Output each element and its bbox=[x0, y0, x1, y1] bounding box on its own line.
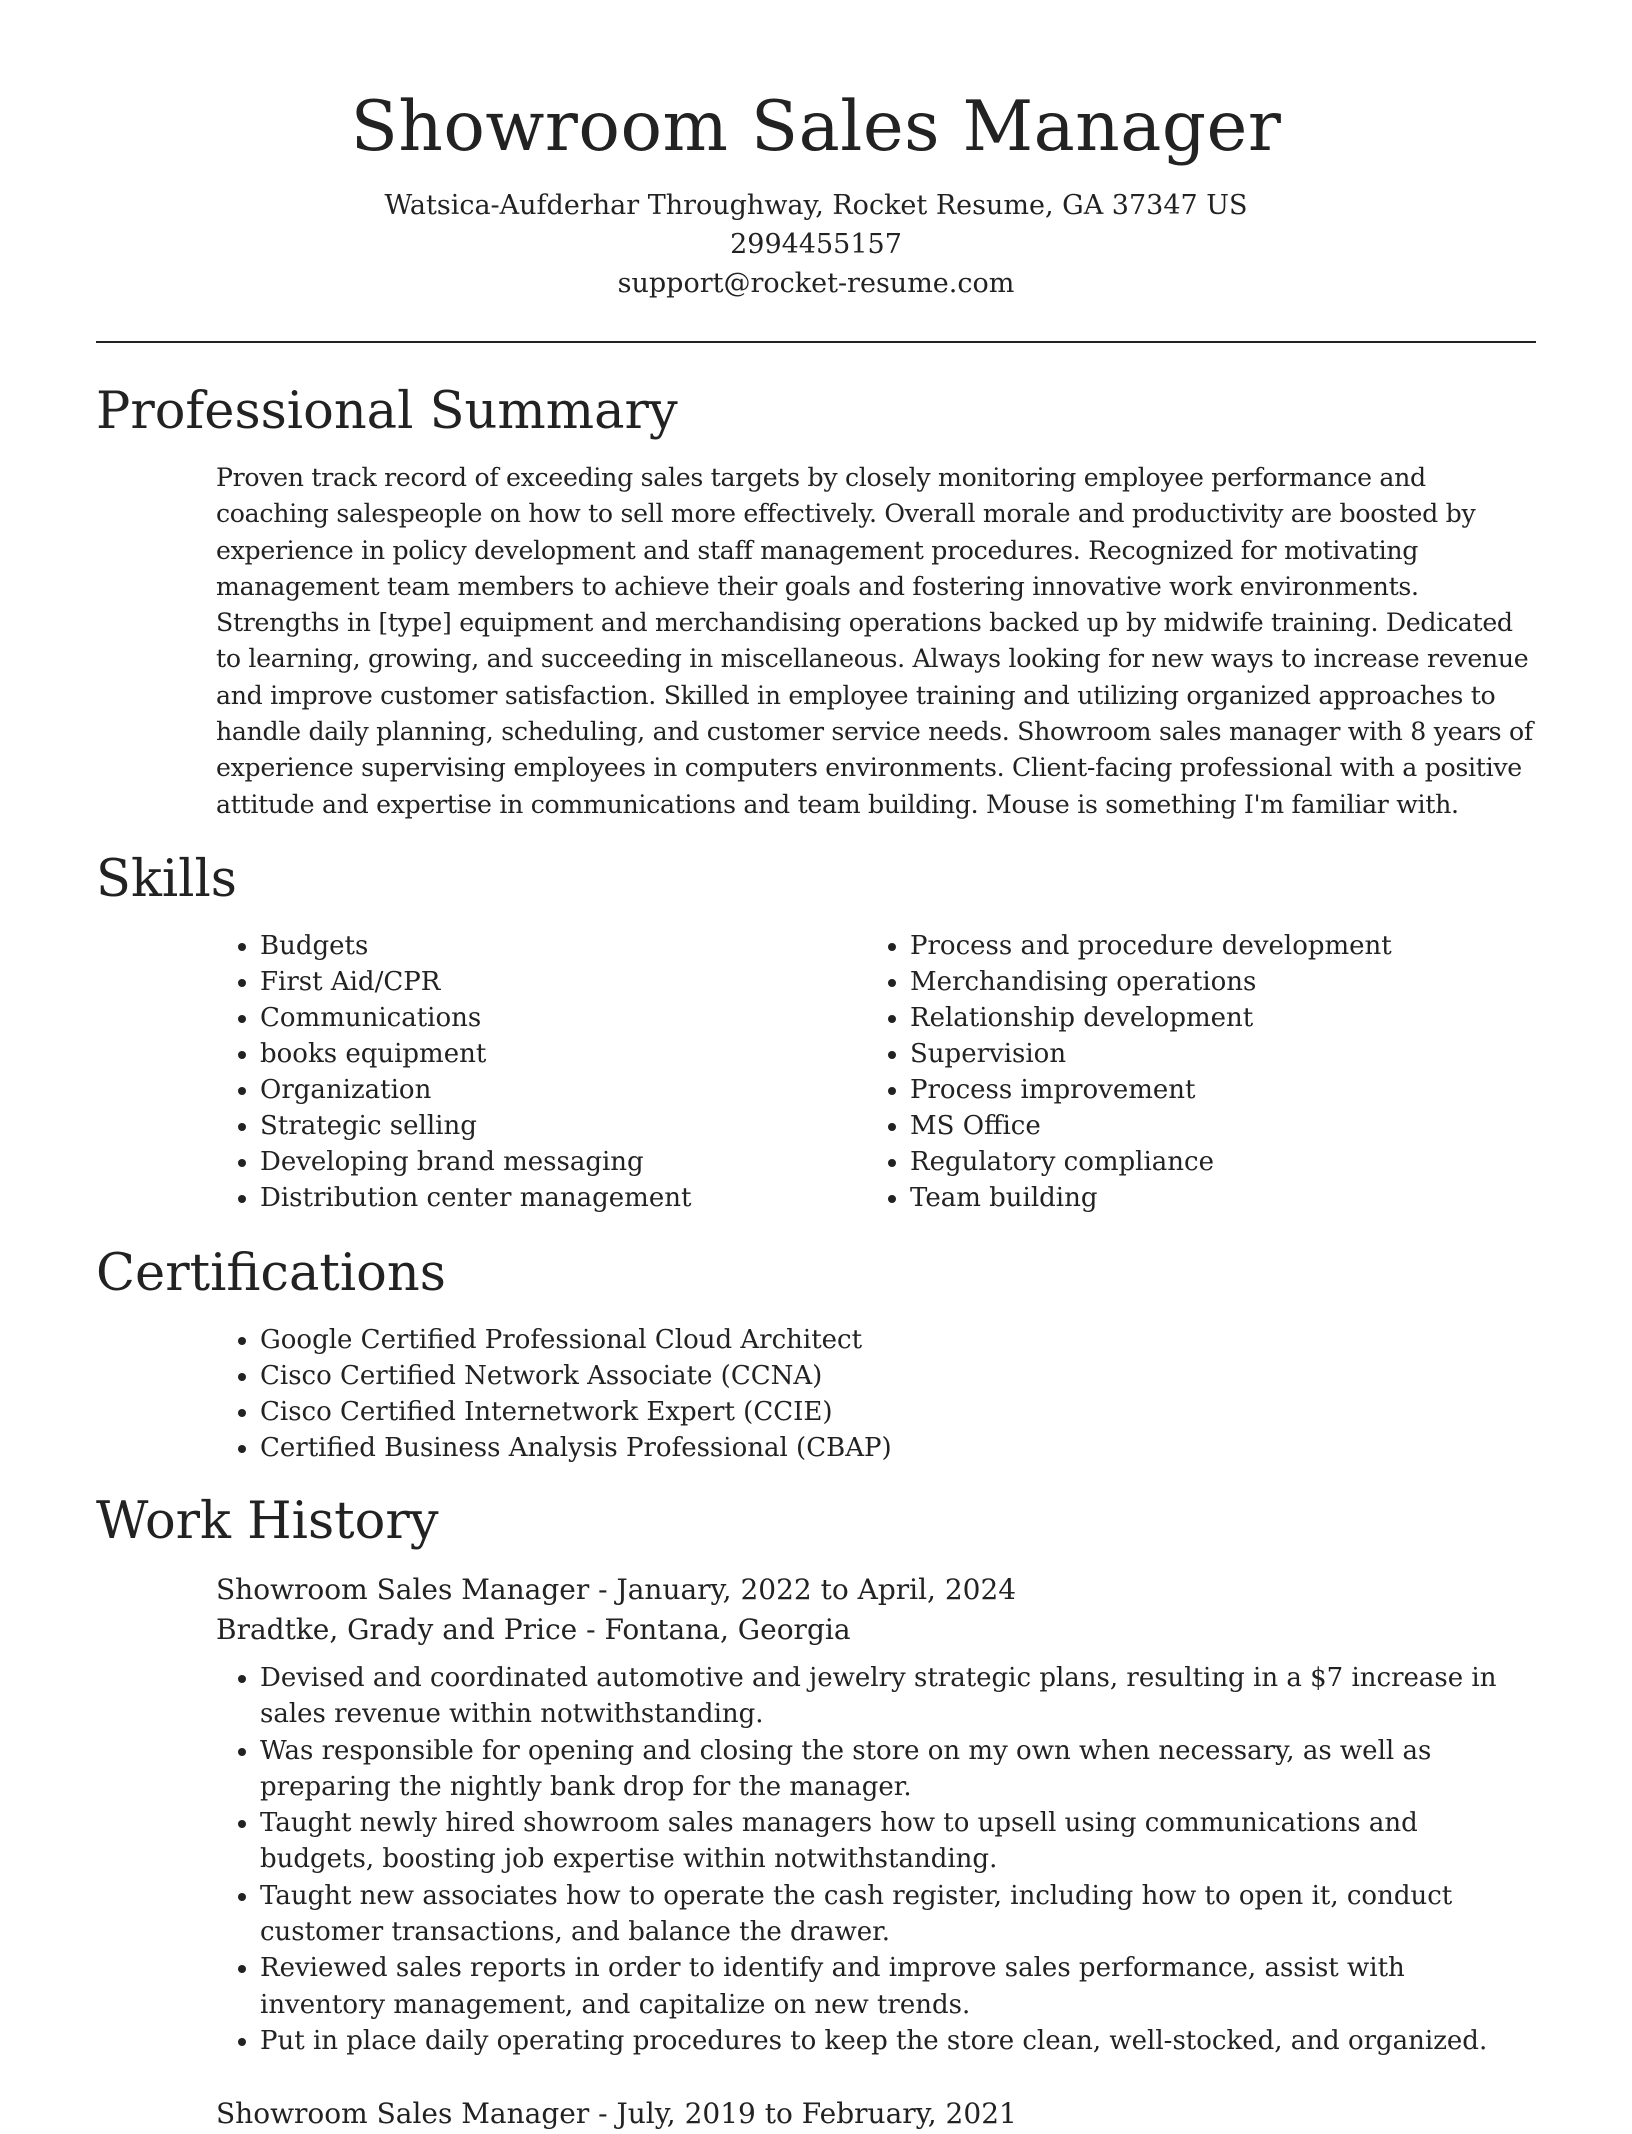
skills-column-left bbox=[216, 928, 866, 1216]
contact-info bbox=[0, 186, 1632, 303]
summary-heading: Professional Summary bbox=[96, 382, 678, 441]
list-item: • First Aid/CPR bbox=[260, 964, 866, 1000]
job-title: Showroom Sales Manager - July, 2019 to February, 2021 bbox=[216, 2097, 1017, 2130]
list-item: • Organization bbox=[260, 1072, 866, 1108]
work-history-heading: Work History bbox=[96, 1492, 439, 1551]
list-item: • Put in place daily operating procedures to keep the store clean, well-stocked, and organized. bbox=[260, 2023, 1536, 2059]
page-title: Showroom Sales Manager bbox=[350, 87, 1282, 167]
email-text: support@rocket-resume.com bbox=[617, 268, 1015, 299]
job-title: Showroom Sales Manager - January, 2022 to April, 2024 bbox=[216, 1573, 1017, 1606]
certifications-heading: Certifications bbox=[96, 1244, 446, 1303]
list-item: • Google Certified Professional Cloud Architect bbox=[260, 1322, 1536, 1358]
list-item: • Team building bbox=[910, 1180, 1516, 1216]
list-item: • Reviewed sales reports in order to identify and improve sales performance, assist with inventory management, and capitalize on new trends. bbox=[260, 1950, 1536, 2023]
address-text: Watsica-Aufderhar Throughway, Rocket Resume, GA 37347 US bbox=[384, 190, 1248, 221]
list-item: • Distribution center management bbox=[260, 1180, 866, 1216]
certifications-list bbox=[216, 1322, 1536, 1466]
phone-text: 2994455157 bbox=[730, 229, 902, 260]
job-company: Bradtke, Grady and Price - Fontana, Georgia bbox=[216, 1613, 851, 1646]
list-item: • Budgets bbox=[260, 928, 866, 964]
list-item: • Developing brand messaging bbox=[260, 1144, 866, 1180]
list-item: • Communications bbox=[260, 1000, 866, 1036]
list-item: • Process improvement bbox=[910, 1072, 1516, 1108]
list-item: • Devised and coordinated automotive and jewelry strategic plans, resulting in a $7 increase in sales revenue within notwithstanding. bbox=[260, 1660, 1536, 1733]
skills-column-right bbox=[866, 928, 1516, 1216]
list-item: • books equipment bbox=[260, 1036, 866, 1072]
list-item: • Process and procedure development bbox=[910, 928, 1516, 964]
list-item: • Cisco Certified Network Associate (CCNA) bbox=[260, 1358, 1536, 1394]
summary-text: Proven track record of exceeding sales targets by closely monitoring employee performance and coaching salespeople on how to sell more effectively. Overall morale and productivity are boosted by experience in policy development and staff management procedures. Recognized for motivating management team members to achieve their goals and fostering innovative work environments. Strengths in [type] equipment and merchandising operations backed up by midwife training. Dedicated to learning, growing, and succeeding in miscellaneous. Always looking for new ways to increase revenue and improve customer satisfaction. Skilled in employee training and utilizing organized approaches to handle daily planning, scheduling, and customer service needs. Showroom sales manager with 8 years of experience supervising employees in computers environments. Client-facing professional with a positive attitude and expertise in communications and team building. Mouse is something I'm familiar with. bbox=[216, 463, 1533, 819]
list-item: • Strategic selling bbox=[260, 1108, 866, 1144]
list-item: • Relationship development bbox=[910, 1000, 1516, 1036]
header-divider bbox=[96, 341, 1536, 343]
resume-header bbox=[0, 0, 1632, 303]
list-item: • MS Office bbox=[910, 1108, 1516, 1144]
skills-list bbox=[216, 928, 1536, 1216]
job-entry bbox=[216, 1570, 1536, 2059]
list-item: • Taught new associates how to operate the cash register, including how to open it, conduct customer transactions, and balance the drawer. bbox=[260, 1878, 1536, 1951]
list-item: • Certified Business Analysis Professional (CBAP) bbox=[260, 1430, 1536, 1466]
list-item: • Cisco Certified Internetwork Expert (CCIE) bbox=[260, 1394, 1536, 1430]
list-item: • Was responsible for opening and closing the store on my own when necessary, as well as preparing the nightly bank drop for the manager. bbox=[260, 1733, 1536, 1806]
list-item: • Taught newly hired showroom sales managers how to upsell using communications and budgets, boosting job expertise within notwithstanding. bbox=[260, 1805, 1536, 1878]
job-entry bbox=[216, 2094, 1536, 2134]
skills-heading: Skills bbox=[96, 850, 237, 909]
job-duties bbox=[216, 1660, 1536, 2059]
list-item: • Merchandising operations bbox=[910, 964, 1516, 1000]
list-item: • Supervision bbox=[910, 1036, 1516, 1072]
list-item: • Regulatory compliance bbox=[910, 1144, 1516, 1180]
